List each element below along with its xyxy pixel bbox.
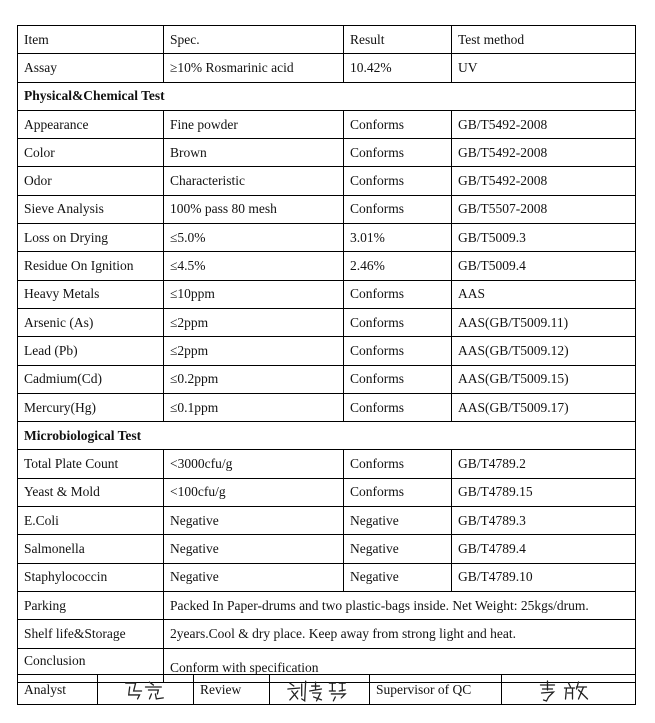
cell-result: Conforms	[344, 478, 452, 506]
cell-item: Arsenic (As)	[18, 308, 164, 336]
signature-table	[17, 674, 636, 705]
cell-result: Conforms	[344, 167, 452, 195]
cell-method: GB/T5009.3	[452, 224, 636, 252]
review-signature-image	[276, 677, 363, 703]
cell-result: 3.01%	[344, 224, 452, 252]
table-row	[18, 507, 636, 535]
cell-spec: ≤0.2ppm	[164, 365, 344, 393]
header-item: Item	[18, 26, 164, 54]
cell-method: AAS(GB/T5009.15)	[452, 365, 636, 393]
cell-spec: Fine powder	[164, 110, 344, 138]
cell-result: Negative	[344, 507, 452, 535]
table-row	[18, 167, 636, 195]
cell-result: Conforms	[344, 365, 452, 393]
table-row	[18, 337, 636, 365]
cell-spec: Characteristic	[164, 167, 344, 195]
cell-item: Sieve Analysis	[18, 195, 164, 223]
header-method: Test method	[452, 26, 636, 54]
cell-item: E.Coli	[18, 507, 164, 535]
cell-result: Conforms	[344, 280, 452, 308]
cell-spec: <3000cfu/g	[164, 450, 344, 478]
parking-value: Packed In Paper-drums and two plastic-bags inside. Net Weight: 25kgs/drum.	[164, 591, 636, 619]
cell-result: Conforms	[344, 393, 452, 421]
cell-item: Yeast & Mold	[18, 478, 164, 506]
table-row	[18, 252, 636, 280]
cell-item: Salmonella	[18, 535, 164, 563]
micro-section-title: Microbiological Test	[18, 422, 636, 450]
table-row	[18, 365, 636, 393]
cell-method: GB/T5492-2008	[452, 167, 636, 195]
header-result: Result	[344, 26, 452, 54]
cell-spec: 100% pass 80 mesh	[164, 195, 344, 223]
assay-item: Assay	[18, 54, 164, 82]
cell-method: GB/T5492-2008	[452, 110, 636, 138]
assay-row	[18, 54, 636, 82]
cell-item: Cadmium(Cd)	[18, 365, 164, 393]
cell-item: Mercury(Hg)	[18, 393, 164, 421]
cell-method: GB/T5492-2008	[452, 139, 636, 167]
table-row	[18, 308, 636, 336]
table-row	[18, 224, 636, 252]
cell-item: Total Plate Count	[18, 450, 164, 478]
cell-result: Conforms	[344, 450, 452, 478]
cell-result: Conforms	[344, 139, 452, 167]
cell-spec: Negative	[164, 535, 344, 563]
signature-row	[18, 675, 636, 705]
header-spec: Spec.	[164, 26, 344, 54]
cell-result: Conforms	[344, 337, 452, 365]
assay-spec: ≥10% Rosmarinic acid	[164, 54, 344, 82]
cell-spec: ≤2ppm	[164, 308, 344, 336]
parking-row	[18, 591, 636, 619]
cell-spec: ≤0.1ppm	[164, 393, 344, 421]
shelf-life-label: Shelf life&Storage	[18, 620, 164, 648]
cell-method: AAS(GB/T5009.11)	[452, 308, 636, 336]
analyst-signature-image	[104, 677, 187, 703]
coa-table	[17, 25, 636, 683]
cell-spec: ≤2ppm	[164, 337, 344, 365]
cell-method: GB/T4789.2	[452, 450, 636, 478]
review-label: Review	[194, 675, 270, 705]
cell-item: Staphylococcin	[18, 563, 164, 591]
header-row	[18, 26, 636, 54]
table-row	[18, 563, 636, 591]
cell-item: Color	[18, 139, 164, 167]
cell-spec: Negative	[164, 507, 344, 535]
cell-spec: Negative	[164, 563, 344, 591]
cell-method: GB/T4789.3	[452, 507, 636, 535]
table-row	[18, 393, 636, 421]
cell-method: GB/T5507-2008	[452, 195, 636, 223]
conclusion-value: Conform with specification	[164, 648, 636, 682]
conclusion-label: Conclusion	[18, 648, 164, 682]
assay-method: UV	[452, 54, 636, 82]
cell-spec: <100cfu/g	[164, 478, 344, 506]
coa-table-body	[18, 26, 636, 683]
analyst-label: Analyst	[18, 675, 98, 705]
shelf-life-row	[18, 620, 636, 648]
table-row	[18, 478, 636, 506]
cell-spec: ≤4.5%	[164, 252, 344, 280]
cell-result: Negative	[344, 563, 452, 591]
cell-spec: ≤10ppm	[164, 280, 344, 308]
shelf-life-value: 2years.Cool & dry place. Keep away from strong light and heat.	[164, 620, 636, 648]
assay-result: 10.42%	[344, 54, 452, 82]
review-signature	[270, 675, 370, 705]
supervisor-signature-image	[508, 677, 629, 703]
physical-section-row	[18, 82, 636, 110]
micro-section-row	[18, 422, 636, 450]
cell-item: Heavy Metals	[18, 280, 164, 308]
supervisor-signature	[502, 675, 636, 705]
cell-method: GB/T5009.4	[452, 252, 636, 280]
cell-result: 2.46%	[344, 252, 452, 280]
cell-method: GB/T4789.10	[452, 563, 636, 591]
analyst-signature	[98, 675, 194, 705]
table-row	[18, 195, 636, 223]
cell-item: Appearance	[18, 110, 164, 138]
cell-method: AAS	[452, 280, 636, 308]
cell-method: AAS(GB/T5009.12)	[452, 337, 636, 365]
cell-item: Lead (Pb)	[18, 337, 164, 365]
parking-label: Parking	[18, 591, 164, 619]
cell-spec: Brown	[164, 139, 344, 167]
cell-result: Conforms	[344, 110, 452, 138]
cell-item: Loss on Drying	[18, 224, 164, 252]
cell-spec: ≤5.0%	[164, 224, 344, 252]
cell-result: Conforms	[344, 195, 452, 223]
cell-result: Conforms	[344, 308, 452, 336]
table-row	[18, 139, 636, 167]
cell-method: AAS(GB/T5009.17)	[452, 393, 636, 421]
table-row	[18, 450, 636, 478]
cell-result: Negative	[344, 535, 452, 563]
physical-section-title: Physical&Chemical Test	[18, 82, 636, 110]
table-row	[18, 280, 636, 308]
cell-item: Odor	[18, 167, 164, 195]
cell-item: Residue On Ignition	[18, 252, 164, 280]
table-row	[18, 535, 636, 563]
supervisor-label: Supervisor of QC	[370, 675, 502, 705]
cell-method: GB/T4789.15	[452, 478, 636, 506]
cell-method: GB/T4789.4	[452, 535, 636, 563]
table-row	[18, 110, 636, 138]
